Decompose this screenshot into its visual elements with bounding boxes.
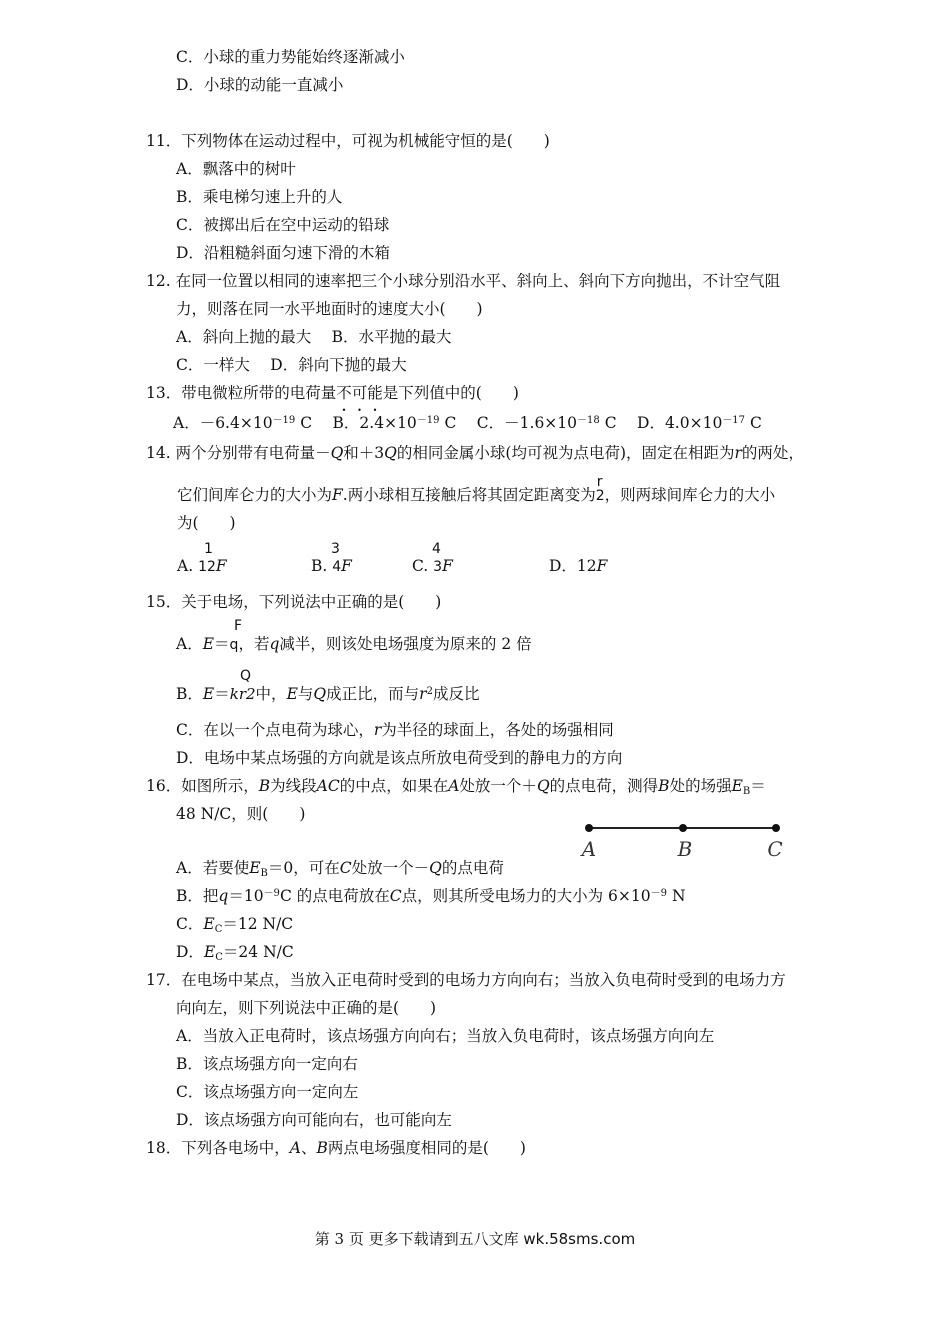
q10-option-c: C．小球的重力势能始终逐渐减小 — [176, 48, 405, 66]
q12-stem-line2: 力，则落在同一水平地面时的速度大小( ) — [176, 300, 483, 318]
emphasis-mark: 不 — [336, 384, 352, 402]
q16-stem-line2: 48 N/C，则( ) — [176, 805, 306, 823]
q12-options-cd: C．一样大 D．斜向下抛的最大 — [176, 356, 407, 374]
q17-stem-line2: 向向左，则下列说法中正确的是( ) — [176, 999, 437, 1017]
q15-option-d: D．电场中某点场强的方向就是该点所放电荷受到的静电力的方向 — [176, 749, 623, 767]
q15-option-c: C．在以一个点电荷为球心，r为半径的球面上，各处的场强相同 — [176, 721, 614, 739]
label-b: B — [677, 837, 693, 861]
q12-options-ab: A．斜向上抛的最大 B．水平抛的最大 — [176, 328, 452, 346]
q16-option-a: A．若要使$E_B=0$，可在C处放一个－Q的点电荷 — [176, 859, 504, 879]
q17-stem-line1: 17．在电场中某点，当放入正电荷时受到的电场力方向向右；当放入负电荷时受到的电场力方 — [146, 971, 786, 989]
fraction-r-over-2: r 2 — [595, 474, 605, 504]
q18-stem: 18．下列各电场中，A、B两点电场强度相同的是( ) — [146, 1139, 526, 1157]
q14-option-b: B. 4F — [311, 557, 352, 575]
emphasis-mark: 能 — [367, 384, 383, 402]
q10-option-d: D．小球的动能一直减小 — [176, 76, 344, 94]
emphasis-mark: 可 — [351, 384, 368, 402]
q14-a-numerator: 1 — [204, 541, 213, 557]
q12-stem-line1: 12. 在同一位置以相同的速率把三个小球分别沿水平、斜向上、斜向下方向抛出，不计空气阻 — [146, 272, 781, 290]
q16-option-d: D．$E_C=24$ N/C — [176, 943, 294, 963]
q13-option-a: A．$-6.4\times 10^{-19}$ C — [173, 414, 313, 432]
q13-option-c: C．$-1.6\times 10^{-18}$ C — [476, 414, 617, 432]
q13-stem: 13．带电微粒所带的电荷量不可能是下列值中的( ) — [146, 384, 519, 402]
q11-option-d: D．沿粗糙斜面匀速下滑的木箱 — [176, 244, 390, 262]
q11-stem: 11．下列物体在运动过程中，可视为机械能守恒的是( ) — [146, 132, 550, 150]
q14-stem-line1: 14. 两个分别带有电荷量－Q和＋3Q的相同金属小球(均可视为点电荷)，固定在相距为r的两处， — [146, 444, 804, 462]
q14-stem-line3: 为( ) — [177, 514, 236, 532]
label-a: A — [581, 837, 597, 861]
q14-option-d: D．12F — [549, 557, 608, 575]
q13-options — [173, 413, 762, 433]
q14-stem-line2: 它们间库仑力的大小为F.两小球相互接触后将其固定距离变为 r 2，则两球间库仑力的大小 — [177, 474, 776, 504]
page-footer: 第 3 页 更多下载请到五八文库 wk.58sms.com — [314, 1230, 636, 1248]
q14-option-c: C. 3F — [412, 557, 453, 575]
q14-b-numerator: 3 — [331, 541, 340, 557]
q13-option-d: D．$4.0\times 10^{-17}$ C — [637, 414, 762, 432]
q15-option-a: A．E＝q，若q减半，则该处电场强度为原来的 2 倍 — [176, 635, 532, 653]
q15-option-b: B．E＝kr2中，E与Q成正比，而与$r^2$成反比 — [176, 685, 480, 703]
q13-option-b: B．$2.4\times 10^{-19}$ C — [332, 414, 457, 432]
q17-option-c: C．该点场强方向一定向左 — [176, 1083, 359, 1101]
q17-option-a: A．当放入正电荷时，该点场强方向向右；当放入负电荷时，该点场强方向向左 — [176, 1027, 715, 1045]
q16-figure-line-abc — [578, 818, 790, 864]
q15-stem: 15．关于电场，下列说法中正确的是( ) — [146, 593, 442, 611]
q16-option-b: B．把$q=10^{-9}C$ 的点电荷放在C点，则其所受电场力的大小为 $6\times 10^{-9}$ N — [176, 887, 686, 905]
q17-option-d: D．该点场强方向可能向右，也可能向左 — [176, 1111, 452, 1129]
label-c: C — [767, 837, 783, 861]
q11-option-c: C．被掷出后在空中运动的铅球 — [176, 216, 390, 234]
q11-option-b: B．乘电梯匀速上升的人 — [176, 188, 343, 206]
q15-a-numerator: F — [234, 618, 243, 634]
point-b — [679, 824, 687, 832]
footer-site: wk.58sms.com — [523, 1230, 636, 1248]
point-a — [585, 824, 593, 832]
q16-option-c: C．$E_C=12$ N/C — [176, 915, 294, 935]
q14-c-numerator: 4 — [432, 541, 441, 557]
q14-option-a: A. 12F — [177, 557, 227, 575]
q16-stem-line1: 16．如图所示，B为线段AC的中点，如果在A处放一个＋Q的点电荷，测得B处的场强$E_B=$ — [146, 777, 766, 797]
q11-option-a: A．飘落中的树叶 — [176, 160, 296, 178]
q17-option-b: B．该点场强方向一定向右 — [176, 1055, 358, 1073]
point-c — [772, 824, 780, 832]
q15-b-numerator: Q — [240, 668, 252, 684]
